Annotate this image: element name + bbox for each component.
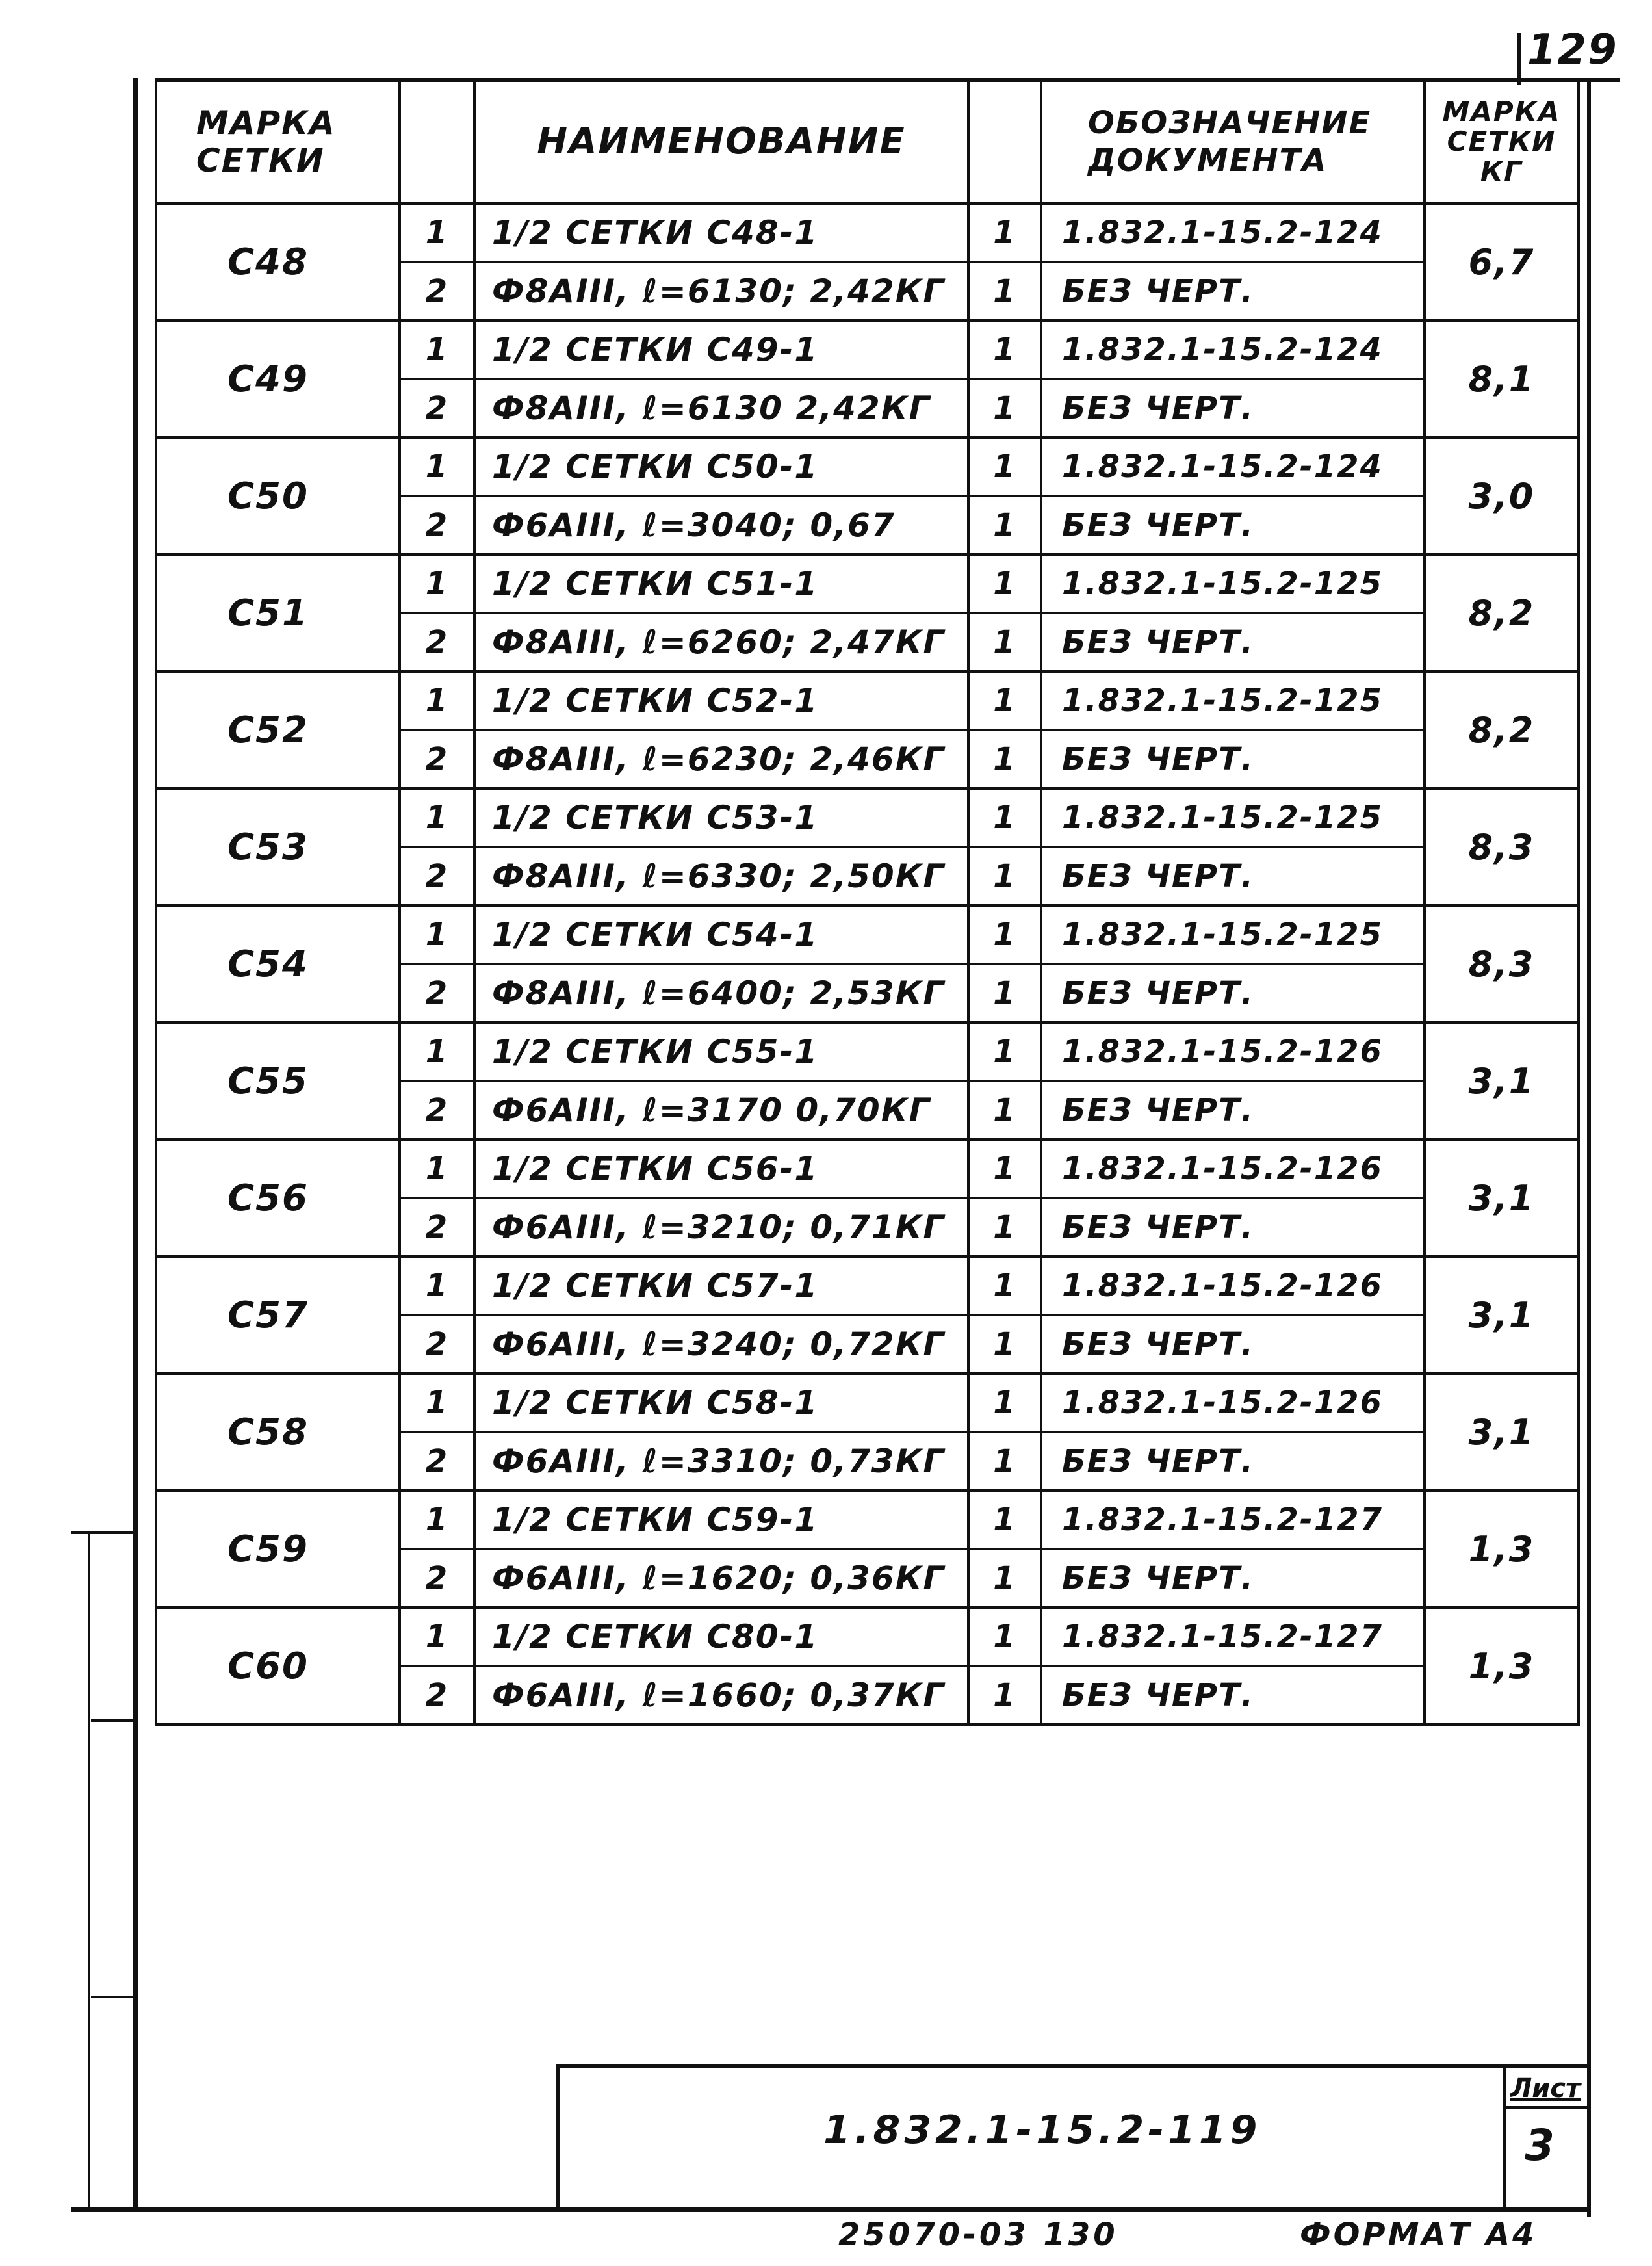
- table-header-row: [156, 79, 1579, 203]
- document-cell: 1.832.1-15.2-126: [1041, 1022, 1425, 1081]
- position-cell: 1: [400, 1491, 474, 1549]
- item-name-cell: 1/2 СЕТКИ С51-1: [474, 554, 968, 613]
- document-cell: 1.832.1-15.2-126: [1041, 1257, 1425, 1315]
- document-cell: БЕЗ ЧЕРТ.: [1041, 262, 1425, 320]
- item-name-cell: Ф6АIII, ℓ=1620; 0,36КГ: [474, 1549, 968, 1608]
- quantity-cell: 1: [968, 1315, 1041, 1374]
- item-name-cell: 1/2 СЕТКИ С80-1: [474, 1608, 968, 1666]
- quantity-cell: 1: [968, 1198, 1041, 1257]
- item-name-cell: Ф6АIII, ℓ=1660; 0,37КГ: [474, 1666, 968, 1725]
- mesh-mass-cell: 3,1: [1425, 1022, 1579, 1140]
- title-doc-number: 1.832.1-15.2-119: [823, 2107, 1261, 2153]
- sheet-number: 3: [1525, 2120, 1556, 2170]
- document-cell: БЕЗ ЧЕРТ.: [1041, 1549, 1425, 1608]
- table-row: [156, 1608, 1579, 1666]
- binding-strip-line: [88, 1534, 90, 2210]
- title-block: [556, 2064, 1587, 2207]
- position-cell: 1: [400, 1022, 474, 1081]
- item-name-cell: 1/2 СЕТКИ С59-1: [474, 1491, 968, 1549]
- document-cell: БЕЗ ЧЕРТ.: [1041, 613, 1425, 671]
- quantity-cell: 1: [968, 203, 1041, 262]
- table-row: [156, 320, 1579, 379]
- quantity-cell: 1: [968, 262, 1041, 320]
- position-cell: 1: [400, 554, 474, 613]
- mesh-mark-cell: С50: [156, 437, 400, 554]
- quantity-cell: 1: [968, 437, 1041, 496]
- mesh-mass-cell: 6,7: [1425, 203, 1579, 320]
- item-name-cell: 1/2 СЕТКИ С52-1: [474, 671, 968, 730]
- header-document: ОБОЗНАЧЕНИЕ ДОКУМЕНТА: [1041, 79, 1425, 203]
- item-name-cell: Ф8АIII, ℓ=6130 2,42КГ: [474, 379, 968, 437]
- mesh-mark-cell: С56: [156, 1140, 400, 1257]
- footer-code: 25070-03 130: [838, 2217, 1118, 2253]
- table-row: [156, 1374, 1579, 1432]
- item-name-cell: 1/2 СЕТКИ С58-1: [474, 1374, 968, 1432]
- mesh-mass-cell: 3,1: [1425, 1140, 1579, 1257]
- mesh-mass-cell: 8,3: [1425, 905, 1579, 1022]
- position-cell: 2: [400, 1432, 474, 1491]
- quantity-cell: 1: [968, 320, 1041, 379]
- item-name-cell: 1/2 СЕТКИ С48-1: [474, 203, 968, 262]
- item-name-cell: Ф8АIII, ℓ=6260; 2,47КГ: [474, 613, 968, 671]
- item-name-cell: Ф6АIII, ℓ=3040; 0,67: [474, 496, 968, 554]
- table-row: [156, 1140, 1579, 1198]
- sheet-label: Лист: [1510, 2074, 1581, 2103]
- page-number: 129: [1527, 26, 1618, 74]
- position-cell: 2: [400, 1198, 474, 1257]
- document-cell: БЕЗ ЧЕРТ.: [1041, 1081, 1425, 1140]
- document-cell: БЕЗ ЧЕРТ.: [1041, 1315, 1425, 1374]
- binding-strip-divider: [91, 1719, 133, 1722]
- position-cell: 2: [400, 730, 474, 788]
- position-cell: 2: [400, 1549, 474, 1608]
- position-cell: 2: [400, 379, 474, 437]
- quantity-cell: 1: [968, 1608, 1041, 1666]
- document-cell: 1.832.1-15.2-125: [1041, 554, 1425, 613]
- quantity-cell: 1: [968, 788, 1041, 847]
- item-name-cell: Ф6АIII, ℓ=3310; 0,73КГ: [474, 1432, 968, 1491]
- document-cell: 1.832.1-15.2-125: [1041, 905, 1425, 964]
- frame-bottom-line: [71, 2207, 1591, 2212]
- binding-strip-divider: [91, 1996, 133, 1998]
- item-name-cell: Ф6АIII, ℓ=3210; 0,71КГ: [474, 1198, 968, 1257]
- mesh-mass-cell: 8,2: [1425, 671, 1579, 788]
- document-cell: БЕЗ ЧЕРТ.: [1041, 847, 1425, 905]
- quantity-cell: 1: [968, 1374, 1041, 1432]
- item-name-cell: 1/2 СЕТКИ С50-1: [474, 437, 968, 496]
- table-row: [156, 1491, 1579, 1549]
- document-cell: 1.832.1-15.2-125: [1041, 788, 1425, 847]
- document-cell: БЕЗ ЧЕРТ.: [1041, 964, 1425, 1022]
- mesh-mark-cell: С58: [156, 1374, 400, 1491]
- table-row: [156, 554, 1579, 613]
- document-cell: 1.832.1-15.2-127: [1041, 1608, 1425, 1666]
- quantity-cell: 1: [968, 905, 1041, 964]
- mesh-mass-cell: 1,3: [1425, 1491, 1579, 1608]
- specification-table: [155, 78, 1580, 1726]
- item-name-cell: 1/2 СЕТКИ С56-1: [474, 1140, 968, 1198]
- mesh-mark-cell: С51: [156, 554, 400, 671]
- item-name-cell: Ф8АIII, ℓ=6330; 2,50КГ: [474, 847, 968, 905]
- quantity-cell: 1: [968, 1140, 1041, 1198]
- header-name: НАИМЕНОВАНИЕ: [474, 79, 968, 203]
- position-cell: 2: [400, 613, 474, 671]
- position-cell: 1: [400, 320, 474, 379]
- position-cell: 2: [400, 1081, 474, 1140]
- position-cell: 1: [400, 203, 474, 262]
- table-row: [156, 1257, 1579, 1315]
- position-cell: 2: [400, 1666, 474, 1725]
- document-cell: БЕЗ ЧЕРТ.: [1041, 496, 1425, 554]
- position-cell: 1: [400, 1140, 474, 1198]
- table-row: [156, 437, 1579, 496]
- document-cell: 1.832.1-15.2-126: [1041, 1140, 1425, 1198]
- mesh-mark-cell: С60: [156, 1608, 400, 1725]
- quantity-cell: 1: [968, 554, 1041, 613]
- document-cell: 1.832.1-15.2-124: [1041, 437, 1425, 496]
- item-name-cell: Ф8АIII, ℓ=6400; 2,53КГ: [474, 964, 968, 1022]
- header-qty: [968, 79, 1041, 203]
- table-row: [156, 671, 1579, 730]
- position-cell: 1: [400, 671, 474, 730]
- document-cell: БЕЗ ЧЕРТ.: [1041, 379, 1425, 437]
- sheet-box-divider: [1506, 2106, 1591, 2109]
- quantity-cell: 1: [968, 1257, 1041, 1315]
- item-name-cell: 1/2 СЕТКИ С54-1: [474, 905, 968, 964]
- mesh-mark-cell: С55: [156, 1022, 400, 1140]
- header-mark: МАРКА СЕТКИ: [156, 79, 400, 203]
- header-pos: [400, 79, 474, 203]
- document-cell: 1.832.1-15.2-127: [1041, 1491, 1425, 1549]
- page-number-bar: [1517, 33, 1521, 85]
- quantity-cell: 1: [968, 1491, 1041, 1549]
- quantity-cell: 1: [968, 379, 1041, 437]
- item-name-cell: 1/2 СЕТКИ С53-1: [474, 788, 968, 847]
- mesh-mark-cell: С52: [156, 671, 400, 788]
- table-row: [156, 788, 1579, 847]
- quantity-cell: 1: [968, 847, 1041, 905]
- document-cell: БЕЗ ЧЕРТ.: [1041, 730, 1425, 788]
- document-cell: 1.832.1-15.2-124: [1041, 320, 1425, 379]
- position-cell: 1: [400, 437, 474, 496]
- mesh-mass-cell: 3,1: [1425, 1257, 1579, 1374]
- quantity-cell: 1: [968, 730, 1041, 788]
- table-row: [156, 1022, 1579, 1081]
- quantity-cell: 1: [968, 1666, 1041, 1725]
- item-name-cell: 1/2 СЕТКИ С57-1: [474, 1257, 968, 1315]
- document-cell: БЕЗ ЧЕРТ.: [1041, 1666, 1425, 1725]
- position-cell: 1: [400, 1374, 474, 1432]
- mesh-mark-cell: С49: [156, 320, 400, 437]
- position-cell: 2: [400, 847, 474, 905]
- document-cell: 1.832.1-15.2-124: [1041, 203, 1425, 262]
- mesh-mass-cell: 8,2: [1425, 554, 1579, 671]
- quantity-cell: 1: [968, 964, 1041, 1022]
- quantity-cell: 1: [968, 613, 1041, 671]
- position-cell: 1: [400, 1257, 474, 1315]
- mesh-mark-cell: С59: [156, 1491, 400, 1608]
- item-name-cell: 1/2 СЕТКИ С55-1: [474, 1022, 968, 1081]
- mesh-mass-cell: 1,3: [1425, 1608, 1579, 1725]
- footer-format: ФОРМАТ А4: [1300, 2217, 1537, 2253]
- table-row: [156, 905, 1579, 964]
- position-cell: 1: [400, 788, 474, 847]
- document-cell: БЕЗ ЧЕРТ.: [1041, 1432, 1425, 1491]
- position-cell: 2: [400, 496, 474, 554]
- document-cell: 1.832.1-15.2-125: [1041, 671, 1425, 730]
- position-cell: 1: [400, 1608, 474, 1666]
- quantity-cell: 1: [968, 1432, 1041, 1491]
- item-name-cell: Ф8АIII, ℓ=6130; 2,42КГ: [474, 262, 968, 320]
- mesh-mark-cell: С54: [156, 905, 400, 1022]
- table-row: [156, 203, 1579, 262]
- document-cell: БЕЗ ЧЕРТ.: [1041, 1198, 1425, 1257]
- header-mass: МАРКА СЕТКИ КГ: [1425, 79, 1579, 203]
- frame-left-line: [133, 78, 138, 2207]
- position-cell: 2: [400, 964, 474, 1022]
- mesh-mass-cell: 3,0: [1425, 437, 1579, 554]
- position-cell: 1: [400, 905, 474, 964]
- quantity-cell: 1: [968, 496, 1041, 554]
- quantity-cell: 1: [968, 1081, 1041, 1140]
- specification-body: [156, 203, 1579, 1725]
- item-name-cell: Ф6АIII, ℓ=3240; 0,72КГ: [474, 1315, 968, 1374]
- document-cell: 1.832.1-15.2-126: [1041, 1374, 1425, 1432]
- mesh-mass-cell: 8,3: [1425, 788, 1579, 905]
- quantity-cell: 1: [968, 1549, 1041, 1608]
- mesh-mark-cell: С57: [156, 1257, 400, 1374]
- item-name-cell: Ф6АIII, ℓ=3170 0,70КГ: [474, 1081, 968, 1140]
- position-cell: 2: [400, 262, 474, 320]
- item-name-cell: Ф8АIII, ℓ=6230; 2,46КГ: [474, 730, 968, 788]
- binding-margin-strip: [71, 1531, 133, 2210]
- frame-right-line: [1587, 78, 1591, 2217]
- mesh-mass-cell: 8,1: [1425, 320, 1579, 437]
- mesh-mark-cell: С53: [156, 788, 400, 905]
- position-cell: 2: [400, 1315, 474, 1374]
- quantity-cell: 1: [968, 671, 1041, 730]
- sheet-number-box: [1503, 2068, 1587, 2207]
- quantity-cell: 1: [968, 1022, 1041, 1081]
- mesh-mark-cell: С48: [156, 203, 400, 320]
- item-name-cell: 1/2 СЕТКИ С49-1: [474, 320, 968, 379]
- mesh-mass-cell: 3,1: [1425, 1374, 1579, 1491]
